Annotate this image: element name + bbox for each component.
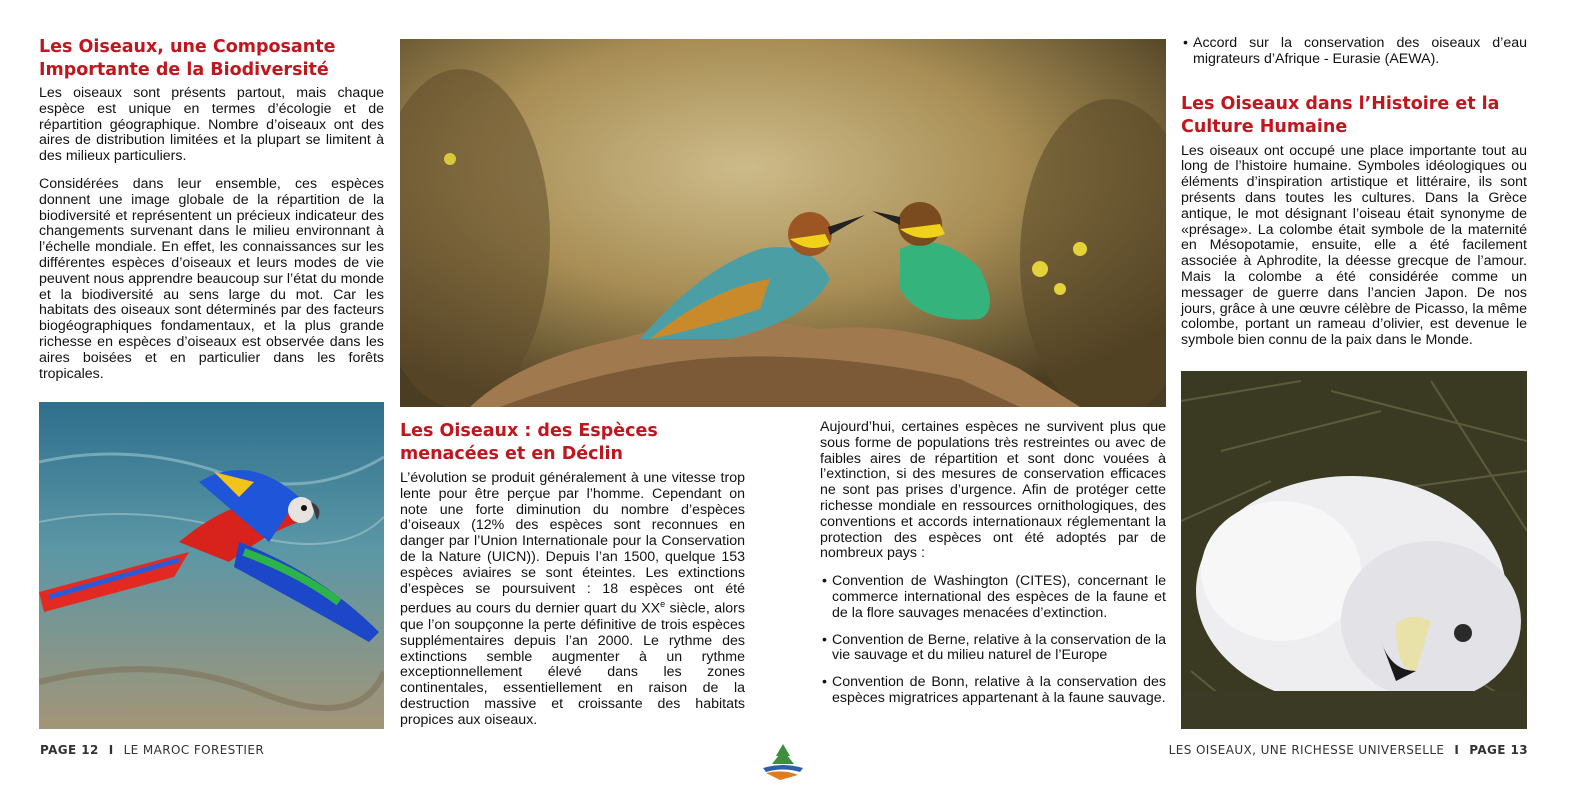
publication-title: LE MAROC FORESTIER [123,743,265,757]
paragraph: Aujourd’hui, certaines espèces ne survivent plus que sous forme de populations très restreintes ou avec de faibles aires de répartition et sont donc vouées à l’extinction, si des mesures de conservation efficaces ne sont pas prises d’urgence. Afin de protéger cette richesse mondiale en ressources ornithologiques, des conventions et accords internationaux réglementant la protection des espèces ont été adoptés par de nombreux pays : [820,419,1166,562]
macaw-photo [39,402,384,729]
section-title-histoire-culture: Les Oiseaux dans l’Histoire et la Culture Humaine [1181,93,1500,137]
conventions-list [820,574,1166,707]
list-item: • Convention de Washington (CITES), concernant le commerce international des espèces de la faune et de la flore sauvages menacées d’extinction. [820,574,1166,621]
eaglet-photo [1181,371,1527,729]
footer-right: LES OISEAUX, UNE RICHESSE UNIVERSELLE I PAGE 13 [1168,743,1528,757]
conventions-list-continued [1181,36,1527,68]
column-1 [39,36,384,382]
list-item: • Convention de Bonn, relative à la conservation des espèces migratrices appartenant à la faune sauvage. [820,675,1166,707]
section-title-biodiversite: Les Oiseaux, une Composante Importante de la Biodiversité [39,37,336,80]
page-number: PAGE 12 [40,743,99,757]
logo-tree-icon [758,742,808,782]
page-number: PAGE 13 [1469,743,1528,757]
section-title-especes-menacees: Les Oiseaux : des Espèces menacées et en Déclin [400,421,658,464]
column-3 [820,420,1166,707]
footer-left: PAGE 12 I LE MAROC FORESTIER [40,743,265,757]
bee-eaters-photo [400,39,1166,407]
column-4 [1181,36,1527,349]
list-item: • Convention de Berne, relative à la conservation de la vie sauvage et du milieu naturel de l’Europe [820,633,1166,665]
paragraph: Les oiseaux ont occupé une place importante tout au long de l’histoire humaine. Symboles idéologiques ou éléments d’inspiration artistique et littéraire, ils sont présents dans toutes les cultures. Dans la Grèce antique, le mot désignant l’oiseau était synonyme de «présage». La colombe était symbole de la maternité en Mésopotamie, ensuite, elle a été facilement associée à Aphrodite, la déesse grecque de l’amour. Mais la colombe a été considérée comme un messager de guerre dans l’ancien Japon. De nos jours, grâce à une œuvre célèbre de Picasso, la même colombe, portant un rameau d’olivier, est devenue le symbole bien connu de la paix dans le Monde. [1181,142,1527,349]
list-item: • Accord sur la conservation des oiseaux d’eau migrateurs d’Afrique - Eurasie (AEWA). [1181,36,1527,68]
section-running-title: LES OISEAUX, UNE RICHESSE UNIVERSELLE [1168,743,1445,757]
paragraph: Considérées dans leur ensemble, ces espèces donnent une image globale de la répartition de la biodiversité et représentent un précieux indicateur des changements survenant dans le milieu environnant à l’échelle mondiale. En effet, les connaissances sur les différentes espèces d’oiseaux et leurs modes de vie peuvent nous apprendre beaucoup sur l’état du monde et la biodiversité au sens large du mot. Car les habitats des oiseaux sont déterminés par des facteurs biogéographiques fondamentaux, et la plus grande richesse en espèces d’oiseaux est observée dans les aires boisées et en particulier dans les forêts tropicales. [39,175,384,382]
paragraph: Les oiseaux sont présents partout, mais chaque espèce est unique en termes d’écologie et de répartition géographique. Nombre d’oiseaux ont des aires de distribution limitées et la plupart se limitent à des milieux particuliers. [39,85,384,165]
column-2 [400,420,745,728]
paragraph: L’évolution se produit généralement à une vitesse trop lente pour être perçue par l’homme. Cependant on note une forte diminution du nombre d’espèces d’oiseaux (12% des espèces sont reconnues en danger par l’Union Internationale pour la Conservation de la Nature (UICN)). Depuis l’an 1500, quelque 153 espèces aviaires se sont éteintes. Les extinctions d’espèces se poursuivent : 18 espèces ont été perdues au cours du dernier quart du XXe siècle, alors que l’on soupçonne la perte définitive de trois espèces supplémentaires depuis l’an 2000. Le rythme des extinctions semble augmenter à un rythme exceptionnellement élevé dans les zones continentales, essentiellement en raison de la destruction massive et croissante des habitats propices aux oiseaux. [400,470,745,728]
